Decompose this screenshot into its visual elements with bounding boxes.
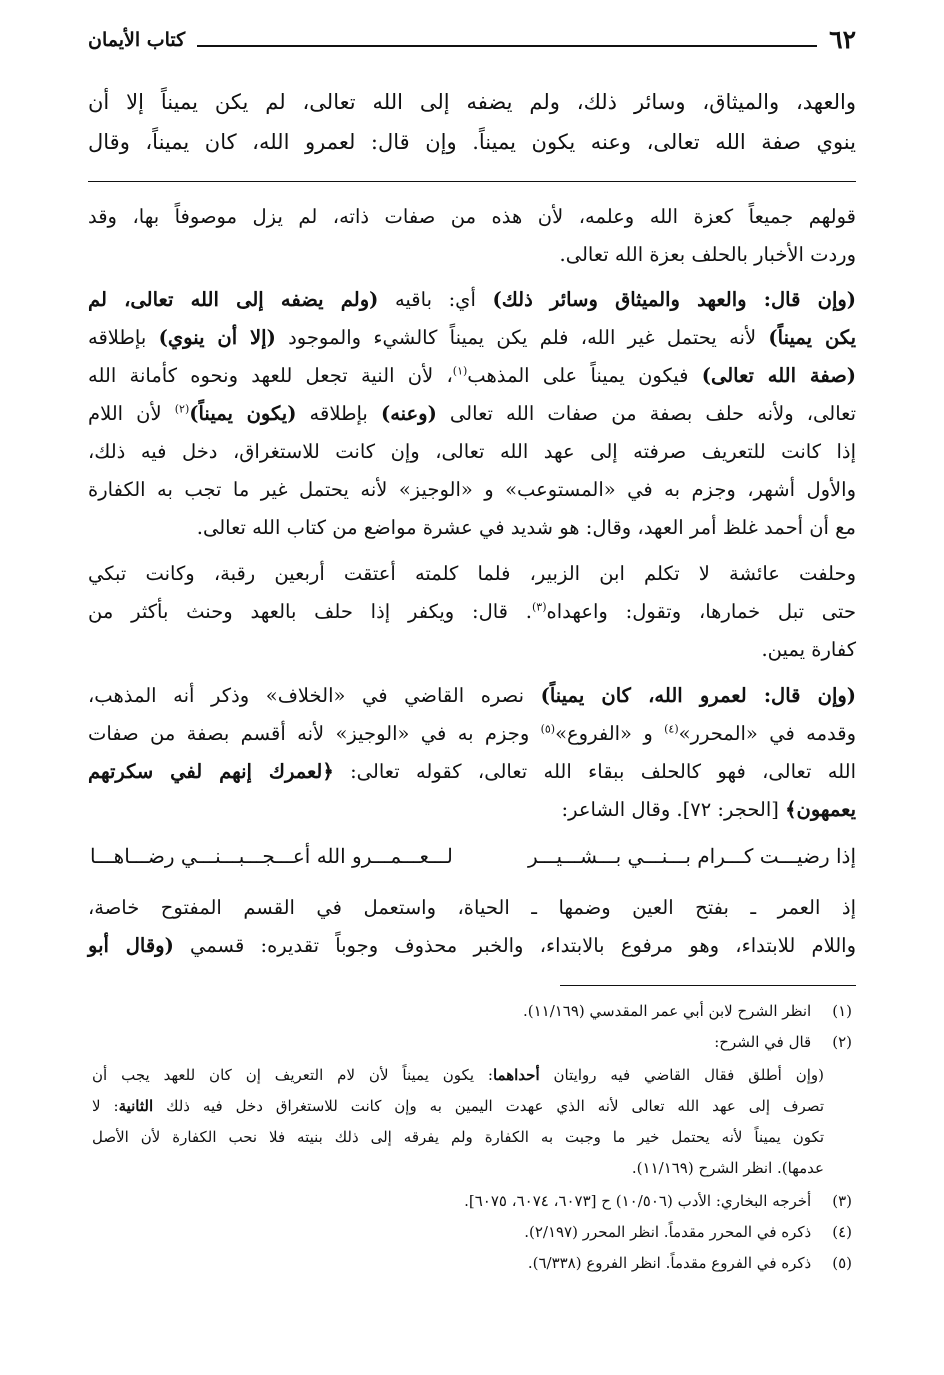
matn-quote: (وقال أبو [88, 934, 174, 957]
book-title: كتاب الأيمان [88, 29, 186, 51]
footnote-quote-line [92, 1091, 824, 1122]
commentary-line [88, 319, 856, 357]
commentary-line: وحلفت عائشة لا تكلم ابن الزبير، فلما كلمته أعتقت أربعين رقبة، وكانت تبكي [88, 562, 856, 585]
footnote-ref: (٣) [532, 600, 547, 614]
commentary-line [88, 791, 856, 829]
footnote-quote-line [92, 1060, 824, 1091]
commentary-text: بإطلاقه [88, 326, 159, 349]
footnote-number: (٢) [832, 1033, 852, 1051]
footnote-4 [90, 1217, 852, 1248]
commentary-line: قولهم جميعاً كعزة الله وعلمه، لأن هذه من صفات ذاته، لم يزل موصوفاً بها، وقد [88, 205, 856, 228]
commentary-line: وردت الأخبار بالحلف بعزة الله تعالى. [559, 243, 856, 266]
footnote-ref: (٤) [664, 722, 679, 736]
matn-quote: (ولم يضفه إلى الله تعالى، لم [88, 288, 379, 311]
commentary-text: ، لأن النية تجعل للعهد ونحوه كأمانة الله [88, 364, 453, 387]
footnote-text: (وإن أطلق فقال القاضي فيه روايتان [539, 1066, 824, 1084]
commentary-text: أي: باقيه [378, 288, 493, 311]
commentary-text: نصره القاضي في «الخلاف» وذكر أنه المذهب، [88, 684, 541, 707]
footnote-ref: (٢) [174, 402, 190, 416]
commentary-text: [الحجر: ٧٢]. وقال الشاعر: [561, 798, 786, 821]
commentary-line [88, 677, 856, 715]
poetry-verse [90, 836, 856, 876]
footnote-number: (٤) [832, 1223, 852, 1241]
commentary-text: تعالى، ولأنه حلف بصفة من صفات الله تعالى [436, 402, 857, 425]
commentary-line: والأول أشهر، وجزم به في «المستوعب» و «الوجيز» لأنه يحتمل غير ما تجب به الكفارة [88, 478, 856, 501]
footnote-ref: (١) [452, 364, 468, 378]
footnote-quote-line: تكون يميناً لأنه يحتمل خير ما وجبت به الكفارة ولم يفرقه إلى ذلك بنيته فلا نحب الكفارة لأن الأصل [92, 1128, 824, 1146]
matn-quote: (يكون يميناً) [189, 402, 297, 425]
footnote-text: تصرف إلى عهد الله تعالى لأنه الذي عهدت اليمين به وإن كانت للاستغراق دخل فيه ذلك [153, 1097, 824, 1115]
commentary-text: وقدمه في «المحرر» [678, 722, 856, 745]
matn-line-2: ينوي صفة الله تعالى، وعنه يكون يميناً. وإن قال: لعمرو الله، كان يميناً، وقال [88, 130, 856, 154]
footnote-number: (١) [832, 1002, 852, 1020]
commentary-line: كفارة يمين. [761, 638, 856, 661]
footnote-text: انظر الشرح لابن أبي عمر المقدسي (١١/١٦٩). [522, 1002, 812, 1020]
footnote-number: (٥) [832, 1254, 852, 1272]
matn-quote: (وإن قال: لعمرو الله، كان يميناً) [540, 684, 857, 707]
commentary-line [88, 357, 856, 395]
verse-second-hemistich: لـــعـــمـــرو الله أعـــجـــبـــنـــي رضـــاهـــا [90, 844, 453, 868]
commentary-text: الله تعالى، فهو كالحلف ببقاء الله تعالى، كقوله تعالى: [333, 760, 856, 783]
commentary-text: . قال: ويكفر إذا حلف بالعهد وحنث بأكثر من [88, 600, 532, 623]
footnote-text: ذكره في الفروع مقدماً. انظر الفروع (٦/٣٣٨). [527, 1254, 812, 1272]
footnote-quote-line: عدمها). انظر الشرح (١١/١٦٩). [631, 1159, 824, 1177]
commentary-line [88, 281, 856, 319]
commentary-line [88, 927, 856, 965]
footnote-ref: (٥) [540, 722, 556, 736]
matn-line-1: والعهد، والميثاق، وسائر ذلك، ولم يضفه إلى الله تعالى، لم يكن يميناً إلا أن [88, 90, 856, 114]
footnote-text: : يكون يميناً لأن لام التعريف إن كان للعهد يجب أن [92, 1066, 493, 1084]
commentary-text: فيكون يميناً على المذهب [467, 364, 702, 387]
commentary-text: و «الفروع» [555, 722, 665, 745]
commentary-line: إذا كانت للتعريف صرفته إلى عهد الله تعالى، وإن كانت للاستغراق، دخل فيه ذلك، [88, 440, 856, 463]
footnote-text: أخرجه البخاري: الأدب (١٠/٥٠٦) ح [٦٠٧٣، ٦٠٧٤، ٦٠٧٥]. [464, 1192, 812, 1210]
commentary-line [88, 753, 856, 791]
footnote-3 [90, 1186, 852, 1217]
matn-quote: (وإن قال: والعهد والميثاق وسائر ذلك) [492, 288, 857, 311]
matn-quote: (إلا أن ينوي) [158, 326, 276, 349]
page-number: ٦٢ [829, 25, 856, 54]
verse-first-hemistich: إذا رضيـــت كـــرام بـــنـــي بـــشـــيـــر [527, 844, 856, 868]
commentary-line [88, 395, 856, 433]
header-rule [197, 45, 817, 47]
footnote-text: ذكره في المحرر مقدماً. انظر المحرر (٢/١٩٧). [524, 1223, 812, 1241]
commentary-text: لأن اللام [88, 402, 175, 425]
footnote-bold: الثانية [118, 1097, 154, 1115]
footnote-separator [560, 985, 856, 986]
commentary-text: لأنه يحتمل غير الله، فلم يكن يميناً كالشيء والموجود [275, 326, 769, 349]
matn-separator [88, 181, 856, 182]
footnote-1 [90, 996, 852, 1027]
footnote-bold: أحداهما [492, 1066, 540, 1084]
footnote-2 [90, 1027, 852, 1058]
footnote-number: (٣) [832, 1192, 852, 1210]
footnote-5 [90, 1248, 852, 1279]
commentary-line: مع أن أحمد غلظ أمر العهد، وقال: هو شديد في عشرة مواضع من كتاب الله تعالى. [196, 516, 856, 539]
footnote-text: : لا [92, 1097, 119, 1115]
quran-quote: يعمهون﴾ [785, 798, 856, 821]
commentary-text: واللام للابتداء، وهو مرفوع بالابتداء، والخبر محذوف وجوباً تقديره: قسمي [173, 934, 856, 957]
commentary-text: حتى تبل خمارها، وتقول: واعهداه [546, 600, 856, 623]
footnote-text: قال في الشرح: [714, 1033, 812, 1051]
commentary-line [88, 593, 856, 631]
commentary-text: وجزم به في «الوجيز» لأنه أقسم بصفة من صفات [88, 722, 541, 745]
commentary-text: بإطلاقه [296, 402, 381, 425]
matn-quote: (وعنه) [380, 402, 437, 425]
commentary-line [88, 715, 856, 753]
matn-quote: يكن يميناً) [768, 326, 857, 349]
page-header [88, 22, 856, 54]
commentary-line: إذ العمر ـ بفتح العين وضمها ـ الحياة، واستعمل في القسم المفتوح خاصة، [88, 896, 856, 919]
matn-quote: (صفة الله تعالى) [701, 364, 856, 387]
quran-quote: ﴿لعمرك إنهم لفي سكرتهم [88, 760, 334, 783]
